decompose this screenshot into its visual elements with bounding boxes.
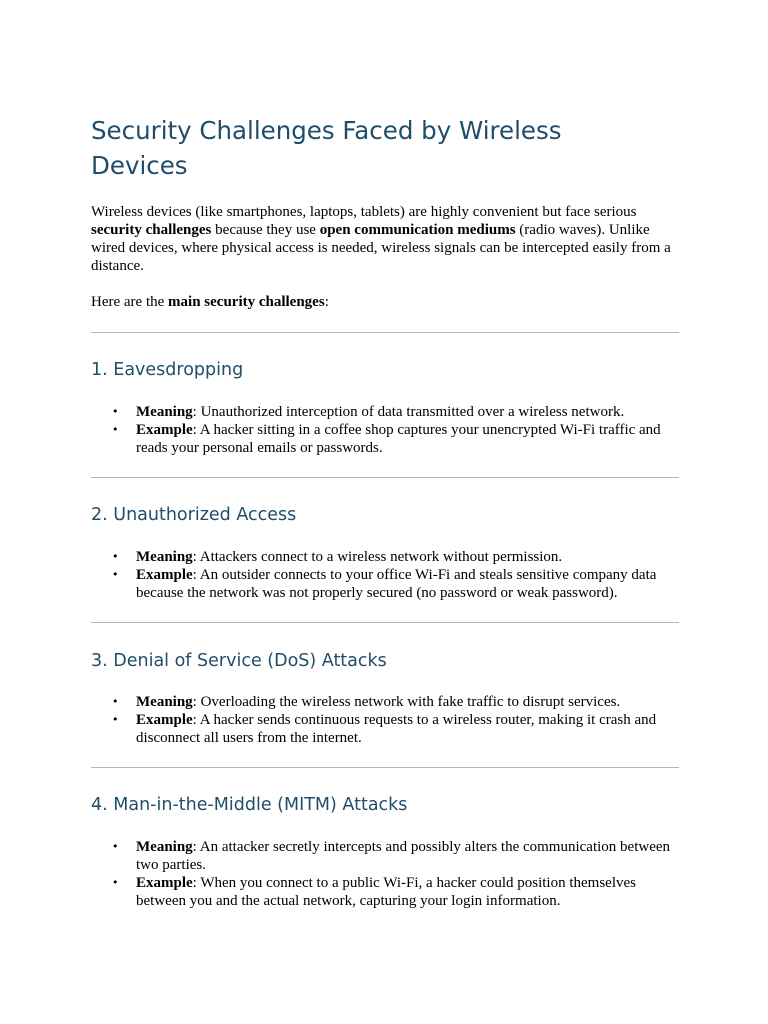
intro-text-3: (radio waves). Unlike wired devices, where physical access is needed, wireless signals can be intercepted easily from a distance. (91, 222, 671, 274)
bullet-icon: • (112, 695, 119, 708)
item-text: : Overloading the wireless network with fake traffic to disrupt services. (192, 694, 621, 710)
item-label: Meaning (136, 694, 193, 710)
item-text: : A hacker sends continuous requests to a wireless router, making it crash and disconnect all users from the internet. (136, 712, 657, 746)
bullet-icon: • (112, 713, 119, 726)
intro-text-2: because they use (211, 222, 320, 238)
section-divider (91, 332, 679, 333)
section-heading-unauthorized-access: 2. Unauthorized Access (91, 505, 297, 525)
item-label: Example (136, 567, 193, 583)
lead-text-1: Here are the (91, 294, 169, 310)
section-list-mitm-attacks (91, 838, 679, 910)
list-item-example (91, 421, 679, 457)
bullet-icon: • (112, 876, 119, 889)
intro-bold-1: security challenges (91, 222, 212, 238)
intro-text-1: Wireless devices (like smartphones, laptops, tablets) are highly convenient but face serious (91, 204, 637, 220)
document-title: Security Challenges Faced by Wireless Devices (91, 116, 562, 180)
section-divider (91, 767, 679, 768)
list-item-meaning (91, 548, 679, 566)
section-divider (91, 622, 679, 623)
section-heading-mitm-attacks: 4. Man-in-the-Middle (MITM) Attacks (91, 795, 408, 815)
section-list-dos-attacks (91, 693, 679, 747)
list-item-meaning (91, 693, 679, 711)
item-label: Meaning (136, 404, 193, 420)
section-heading-dos-attacks: 3. Denial of Service (DoS) Attacks (91, 651, 387, 671)
bullet-icon: • (112, 423, 119, 436)
section-heading-eavesdropping: 1. Eavesdropping (91, 360, 244, 380)
list-item-example (91, 874, 679, 910)
item-text: : An outsider connects to your office Wi-Fi and steals sensitive company data because the network was not properly secured (no password or weak password). (136, 567, 657, 601)
lead-paragraph (91, 293, 679, 311)
section-list-eavesdropping (91, 403, 679, 457)
section-list-unauthorized-access (91, 548, 679, 602)
item-label: Example (136, 712, 193, 728)
list-item-example (91, 711, 679, 747)
lead-text-2: : (324, 294, 329, 310)
intro-bold-2: open communication mediums (319, 222, 516, 238)
item-label: Meaning (136, 549, 193, 565)
item-label: Meaning (136, 839, 193, 855)
list-item-meaning (91, 838, 679, 874)
item-text: : When you connect to a public Wi-Fi, a hacker could position themselves between you and the actual network, capturing your login information. (136, 875, 636, 909)
intro-paragraph (91, 203, 681, 275)
list-item-meaning (91, 403, 679, 421)
item-text: : Unauthorized interception of data transmitted over a wireless network. (192, 404, 625, 420)
bullet-icon: • (112, 840, 119, 853)
item-label: Example (136, 875, 193, 891)
list-item-example (91, 566, 679, 602)
item-label: Example (136, 422, 193, 438)
bullet-icon: • (112, 550, 119, 563)
item-text: : An attacker secretly intercepts and possibly alters the communication between two parties. (136, 839, 671, 873)
item-text: : Attackers connect to a wireless network without permission. (192, 549, 563, 565)
bullet-icon: • (112, 405, 119, 418)
bullet-icon: • (112, 568, 119, 581)
lead-bold: main security challenges (168, 294, 325, 310)
item-text: : A hacker sitting in a coffee shop captures your unencrypted Wi-Fi traffic and reads your personal emails or passwords. (136, 422, 661, 456)
section-divider (91, 477, 679, 478)
